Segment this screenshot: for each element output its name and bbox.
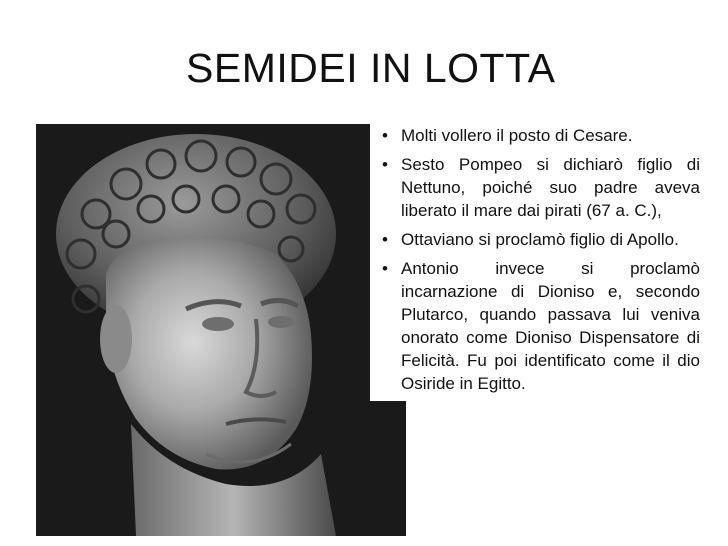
portrait-photo [36, 124, 406, 536]
bullet-text: Ottaviano si proclamò figlio di Apollo. [401, 230, 679, 249]
bullet-list [370, 124, 700, 401]
bullet-item [370, 124, 700, 147]
bullet-item [370, 228, 700, 251]
slide-title: SEMIDEI IN LOTTA [186, 45, 556, 91]
bullet-dot-icon: • [382, 259, 388, 278]
bullet-dot-icon: • [382, 126, 388, 145]
bullet-text: Sesto Pompeo si dichiarò figlio di Nettuno, poiché suo padre aveva liberato il mare dai pirati (67 a. C.), [401, 155, 700, 220]
bullet-item [370, 153, 700, 222]
bullet-dot-icon: • [382, 155, 388, 174]
bullet-text: Molti vollero il posto di Cesare. [401, 126, 633, 145]
bullet-dot-icon: • [382, 230, 388, 249]
bullet-text: Antonio invece si proclamò incarnazione di Dioniso e, secondo Plutarco, quando passava lui veniva onorato come Dioniso Dispensatore di Felicità. Fu poi identificato come il dio Osiride in Egitto. [401, 259, 700, 393]
bullet-item [370, 257, 700, 395]
